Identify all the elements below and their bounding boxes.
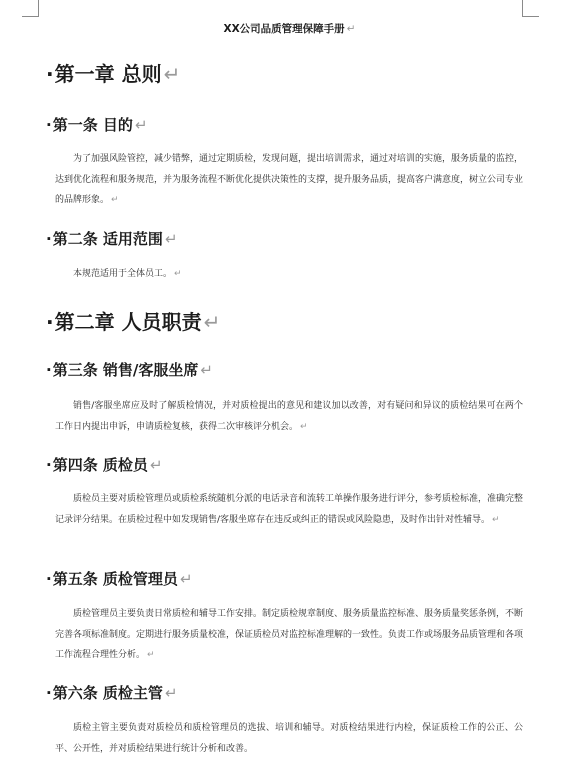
- chapter-heading: · 第一章 总则 ↵: [46, 58, 180, 87]
- body-paragraph: 质检员主要对质检管理员或质检系统随机分派的电话录音和流转工单操作服务进行评分，参考质检标准，准确完整记录评分结果。在质检过程中如发现销售/客服坐席存在违反或纠正的错误或风险隐患，及时作出针对性辅导。 ↵: [55, 494, 524, 525]
- crop-mark-top-right: [522, 0, 539, 17]
- article-heading: · 第三条 销售/客服坐席 ↵: [46, 359, 213, 380]
- article-heading: · 第六条 质检主管 ↵: [46, 682, 178, 703]
- chapter-heading: · 第二章 人员职责 ↵: [46, 306, 220, 335]
- crop-mark-top-left: [22, 0, 39, 17]
- body-paragraph: 为了加强风险管控，减少错弊，通过定期质检，发现问题，提出培训需求，通过对培训的实施，服务质量的监控，达到优化流程和服务规范，并为服务流程不断优化提供决策性的支撑，提升服务品质，提高客户满意度，树立公司专业的品牌形象。 ↵: [55, 154, 524, 205]
- article-heading: · 第一条 目的 ↵: [46, 114, 148, 135]
- article-heading: · 第四条 质检员 ↵: [46, 454, 163, 475]
- article-heading: · 第二条 适用范围 ↵: [46, 228, 178, 249]
- body-paragraph: 质检管理员主要负责日常质检和辅导工作安排。制定质检规章制度、服务质量监控标准、服务质量奖惩条例，不断完善各项标准制度。定期进行服务质量校准，保证质检员对监控标准理解的一致性。负责工作或场服务品质管理和各项工作流程合理性分析。 ↵: [55, 609, 524, 660]
- body-paragraph: 质检主管主要负责对质检员和质检管理员的选拔、培训和辅导。对质检结果进行内检，保证质检工作的公正、公平、公开性，并对质检结果进行统计分析和改善。: [55, 723, 523, 754]
- article-heading: · 第五条 质检管理员 ↵: [46, 568, 193, 589]
- document-title: XX公司品质管理保障手册 ↵: [223, 23, 356, 35]
- body-paragraph: 本规范适用于全体员工。 ↵: [73, 269, 182, 279]
- body-paragraph: 销售/客服坐席应及时了解质检情况，并对质检提出的意见和建议加以改善，对有疑问和异议的质检结果可在两个工作日内提出申诉，申请质检复核，获得二次审核评分机会。 ↵: [55, 401, 523, 432]
